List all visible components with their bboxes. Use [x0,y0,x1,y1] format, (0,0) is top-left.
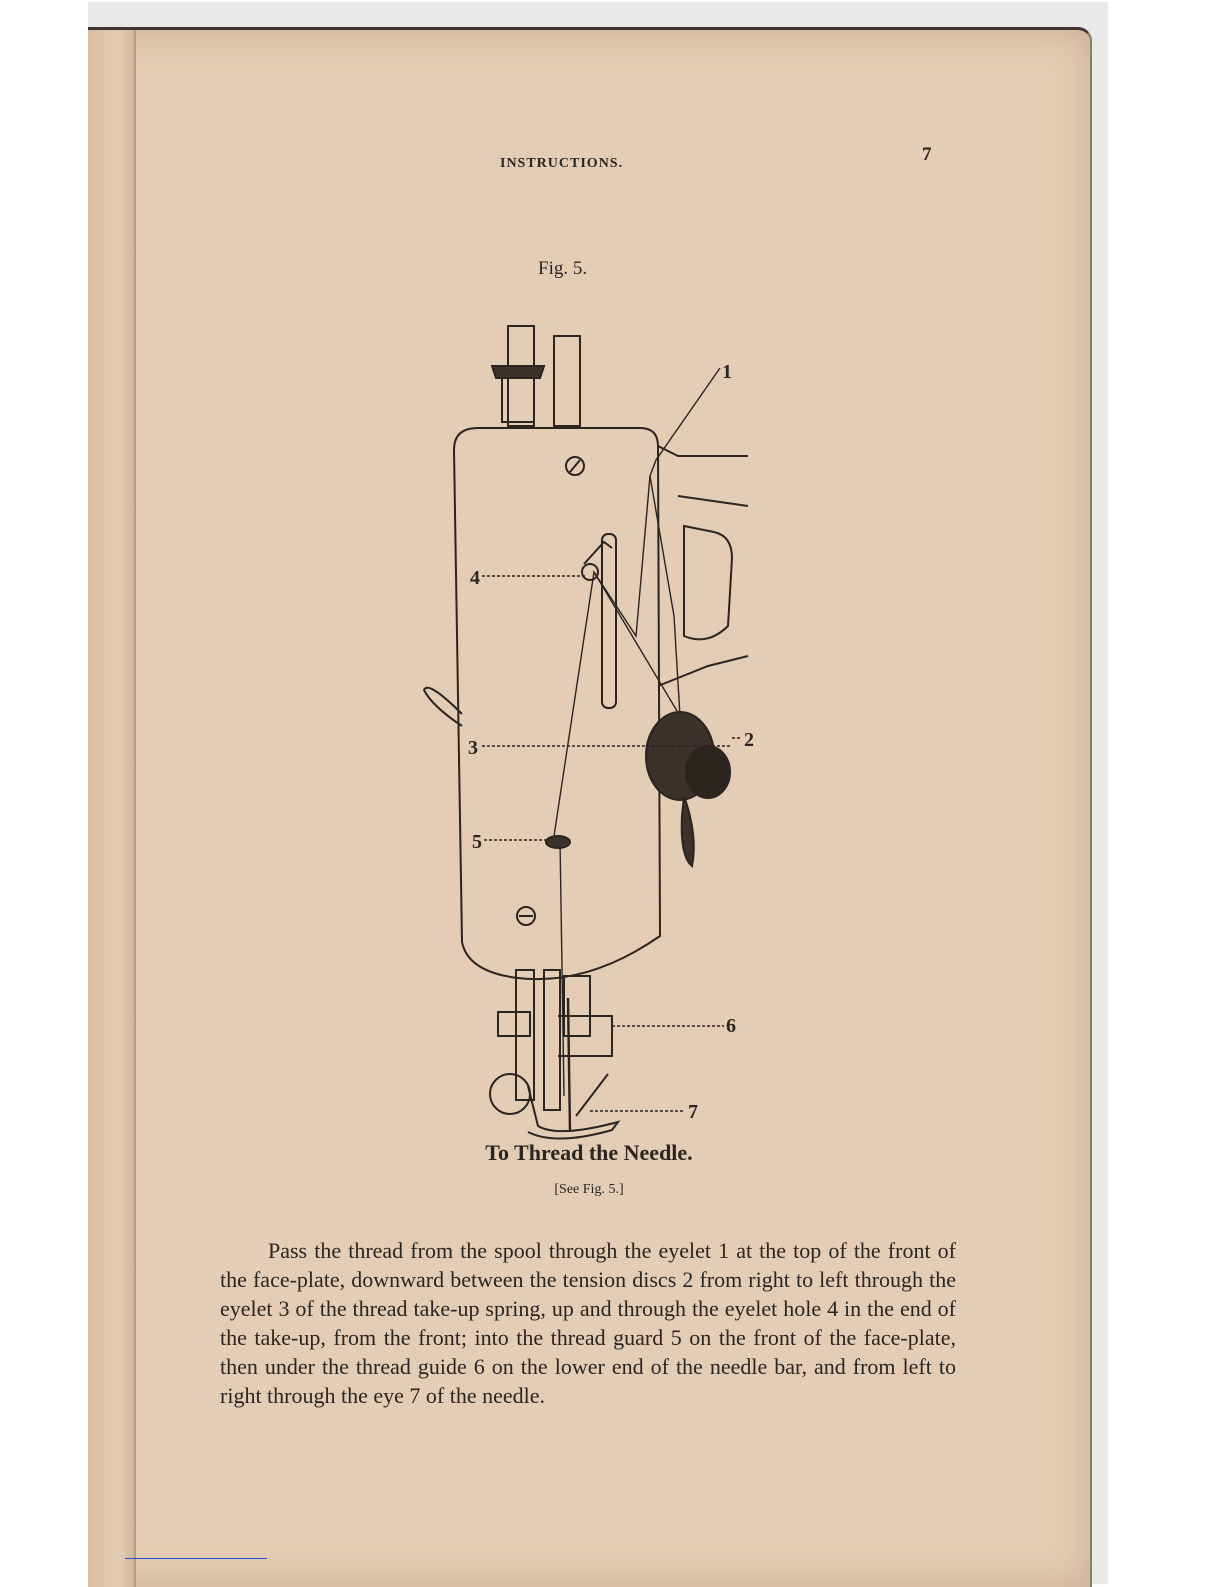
callout-5: 5 [472,831,482,853]
callout-7: 7 [688,1101,698,1123]
page-gutter [88,30,136,1587]
callout-6: 6 [726,1015,736,1037]
page-number: 7 [922,144,932,165]
callout-2: 2 [744,729,754,751]
body-paragraph: Pass the thread from the spool through the eyelet 1 at the top of the front of the face-plate, downward between the tension discs 2 from right to left through the eyelet 3 of the thread take-up spring, up and through the eyelet hole 4 in the end of the take-up, from the front; into the thread guard 5 on the front of the face-plate, then under the thread guide 6 on the lower end of the needle bar, and from left to right through the eye 7 of the needle. [220,1238,956,1408]
section-title: To Thread the Needle. [485,1140,693,1165]
figure-reference: [See Fig. 5.] [554,1182,624,1197]
callout-4: 4 [470,567,480,589]
callout-3: 3 [468,737,478,759]
callout-1: 1 [722,361,732,383]
book-page [88,27,1092,1587]
figure-label: Fig. 5. [538,258,588,279]
running-head: INSTRUCTIONS. [500,156,624,171]
sewing-machine-illustration [368,296,768,1156]
link-underline[interactable] [125,1558,267,1559]
